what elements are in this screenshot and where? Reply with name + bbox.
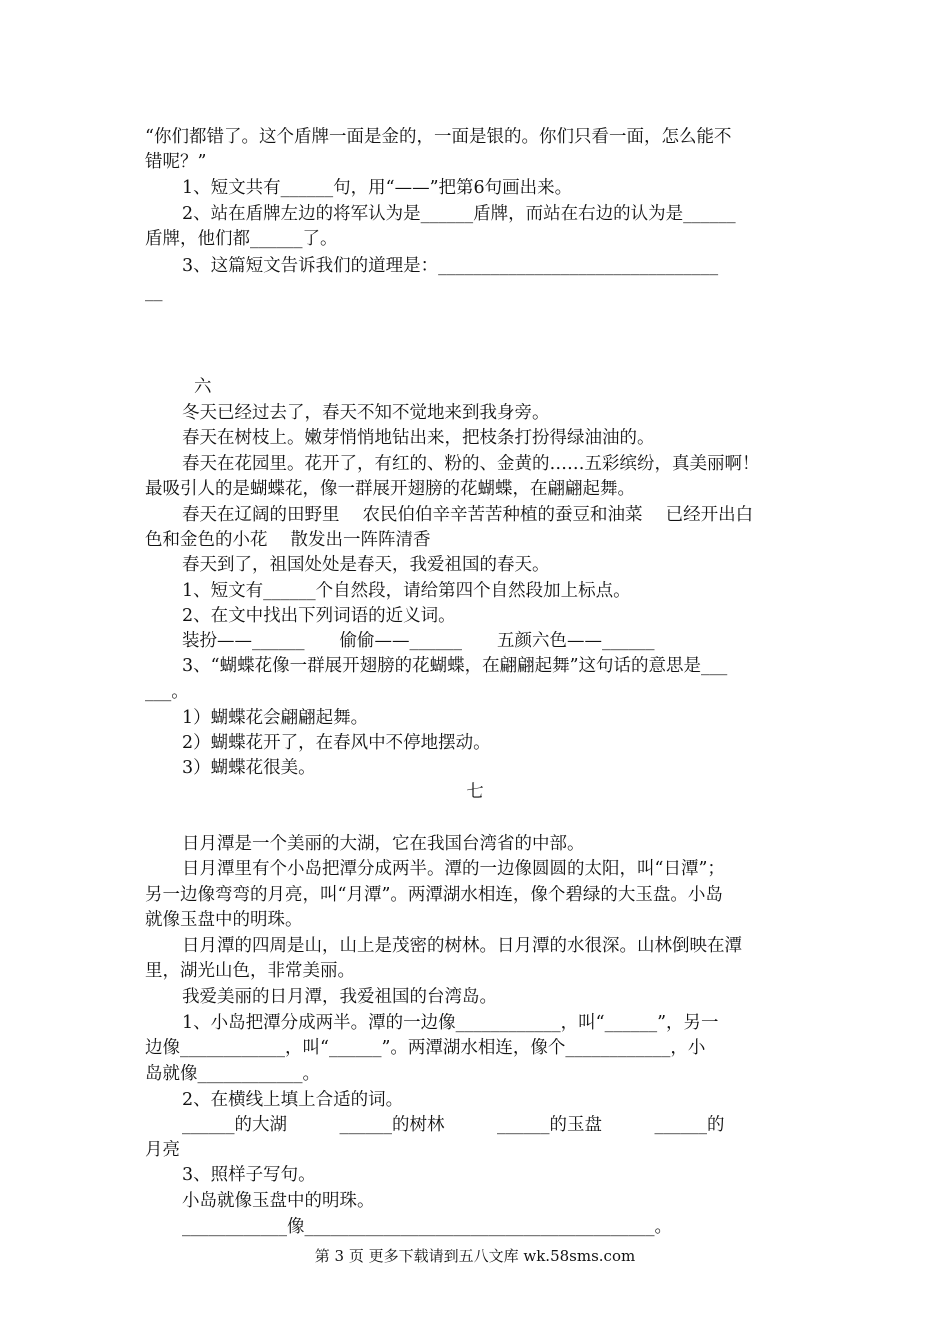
s7-paragraph: 日月潭的四周是山，山上是茂密的树林。日月潭的水很深。山林倒映在潭 — [182, 936, 742, 956]
s5-question: 3、这篇短文告诉我们的道理是：________________________________ — [182, 256, 719, 276]
s5-line: __ — [145, 282, 163, 302]
s7-question: 2、在横线上填上合适的词。 — [182, 1090, 404, 1110]
s7-paragraph: 日月潭里有个小岛把潭分成两半。潭的一边像圆圆的太阳，叫“日潭”； — [182, 859, 725, 879]
s5-line: “你们都错了。这个盾牌一面是金的，一面是银的。你们只看一面，怎么能不 — [145, 127, 732, 147]
s6-question: 装扮——______ 偷偷——______ 五颜六色——______ — [182, 631, 655, 651]
s6-question: 1、短文有______个自然段，请给第四个自然段加上标点。 — [182, 581, 631, 601]
s6-paragraph: 最吸引人的是蝴蝶花，像一群展开翅膀的花蝴蝶，在翩翩起舞。 — [145, 479, 635, 499]
s7-paragraph: 里，湖光山色，非常美丽。 — [145, 961, 355, 981]
s6-option: 2）蝴蝶花开了，在春风中不停地摆动。 — [182, 733, 491, 753]
s6-paragraph: 春天在花园里。花开了，有红的、粉的、金黄的……五彩缤纷，真美丽啊！ — [182, 454, 760, 474]
section6-heading: 六 — [194, 377, 212, 397]
s7-answer-line: ____________像________________________________________。 — [182, 1217, 672, 1237]
s7-paragraph: 我爱美丽的日月潭，我爱祖国的台湾岛。 — [182, 987, 497, 1007]
s6-paragraph: 春天在辽阔的田野里 农民伯伯辛辛苦苦种植的蚕豆和油菜 已经开出白 — [182, 505, 754, 525]
s6-option: 1）蝴蝶花会翩翩起舞。 — [182, 708, 369, 728]
s7-question: ______的大湖 ______的树林 ______的玉盘 ______的 — [182, 1115, 725, 1135]
s6-question: 2、在文中找出下列词语的近义词。 — [182, 606, 456, 626]
s7-example: 小岛就像玉盘中的明珠。 — [182, 1191, 375, 1211]
s7-question: 月亮 — [145, 1140, 180, 1160]
s6-option: 3）蝴蝶花很美。 — [182, 758, 316, 778]
s6-paragraph: 春天到了，祖国处处是春天，我爱祖国的春天。 — [182, 555, 550, 575]
page-footer: 第 3 页 更多下载请到五八文库 wk.58sms.com — [314, 1247, 636, 1265]
s5-question: 1、短文共有______句，用“——”把第6句画出来。 — [182, 178, 573, 198]
s7-question: 岛就像____________。 — [145, 1064, 320, 1084]
s7-paragraph: 就像玉盘中的明珠。 — [145, 910, 303, 930]
s6-question: ___。 — [145, 682, 189, 702]
section7-heading: 七 — [466, 782, 484, 802]
s7-paragraph: 日月潭是一个美丽的大湖，它在我国台湾省的中部。 — [182, 834, 585, 854]
s5-line: 盾牌，他们都______了。 — [145, 229, 338, 249]
s5-line: 错呢？” — [145, 152, 207, 172]
s6-paragraph: 春天在树枝上。嫩芽悄悄地钻出来，把枝条打扮得绿油油的。 — [182, 428, 655, 448]
s7-question: 边像____________，叫“______”。两潭湖水相连，像个____________，小 — [145, 1038, 706, 1058]
s6-paragraph: 色和金色的小花 散发出一阵阵清香 — [145, 530, 431, 550]
s7-question: 3、照样子写句。 — [182, 1165, 316, 1185]
s5-question: 2、站在盾牌左边的将军认为是______盾牌，而站在右边的认为是______ — [182, 204, 736, 224]
s7-paragraph: 另一边像弯弯的月亮，叫“月潭”。两潭湖水相连，像个碧绿的大玉盘。小岛 — [145, 885, 723, 905]
s6-question: 3、“蝴蝶花像一群展开翅膀的花蝴蝶，在翩翩起舞”这句话的意思是___ — [182, 656, 728, 676]
s7-question: 1、小岛把潭分成两半。潭的一边像____________，叫“______”，另一 — [182, 1013, 719, 1033]
s6-paragraph: 冬天已经过去了，春天不知不觉地来到我身旁。 — [182, 403, 550, 423]
